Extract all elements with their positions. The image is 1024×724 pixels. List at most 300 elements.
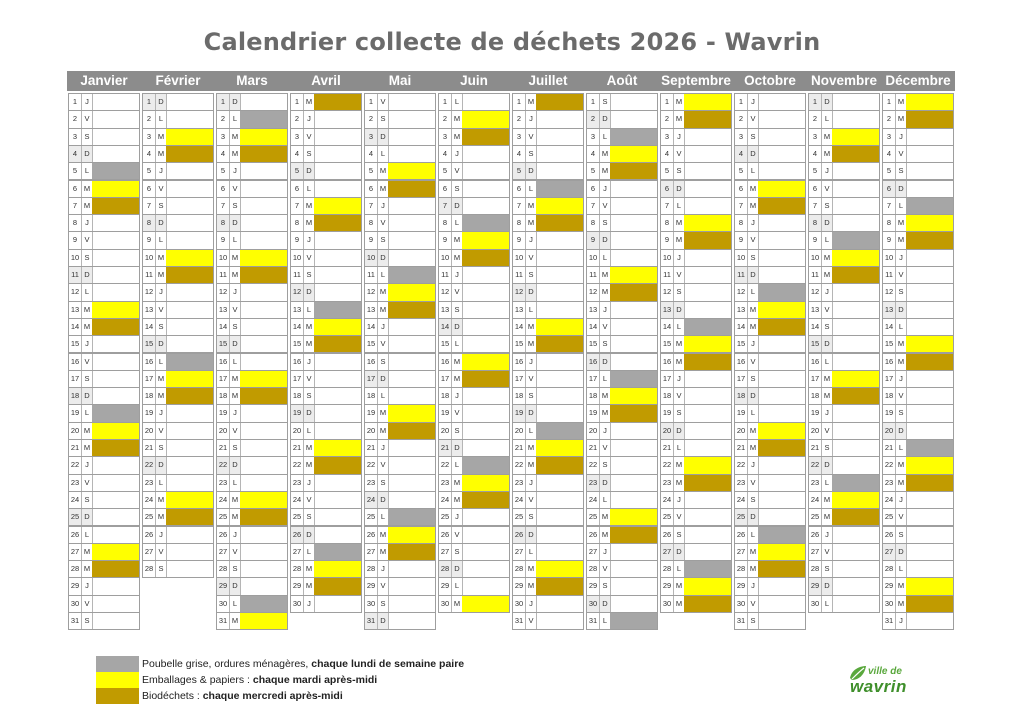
day-cell: [290, 508, 362, 526]
day-cell: [68, 404, 140, 422]
collection-fill: [832, 267, 879, 283]
collection-fill: [832, 146, 879, 162]
collection-fill: [388, 181, 435, 197]
weekday-letter: J: [821, 163, 833, 179]
day-number: 19: [440, 408, 450, 418]
day-number: 12: [662, 287, 672, 297]
day-cell: [216, 180, 288, 198]
weekday-letter: J: [303, 475, 315, 491]
day-number: 7: [294, 200, 300, 210]
weekday-letter: L: [599, 250, 611, 266]
day-number: 16: [292, 356, 302, 366]
collection-fill: [240, 336, 287, 352]
weekday-letter: L: [303, 302, 315, 318]
weekday-letter: J: [599, 181, 611, 197]
collection-fill: [832, 94, 879, 110]
collection-fill: [166, 181, 213, 197]
collection-fill: [758, 146, 805, 162]
collection-fill: [388, 561, 435, 577]
day-number: 21: [70, 443, 80, 452]
weekday-letter: M: [229, 613, 241, 629]
collection-fill: [536, 163, 583, 179]
collection-fill: [388, 94, 435, 110]
day-cell: [586, 543, 658, 561]
day-number: 12: [810, 287, 820, 297]
collection-fill: [758, 578, 805, 594]
day-number: 12: [291, 284, 303, 300]
collection-fill: [684, 267, 731, 283]
day-number: 2: [220, 114, 226, 124]
day-number: 23: [810, 477, 820, 487]
day-cell: [364, 353, 436, 371]
day-cell: [808, 543, 880, 561]
weekday-letter: M: [747, 319, 759, 335]
day-cell: [586, 422, 658, 440]
weekday-letter: L: [747, 527, 759, 543]
day-number: 26: [662, 529, 672, 539]
day-number: 15: [588, 339, 598, 349]
collection-fill: [832, 319, 879, 335]
collection-fill: [610, 129, 657, 145]
collection-fill: [166, 509, 213, 525]
day-cell: [68, 231, 140, 249]
weekday-letter: M: [673, 596, 685, 612]
weekday-letter: S: [525, 146, 537, 162]
day-cell: [216, 404, 288, 422]
month-header: Août: [585, 71, 659, 91]
day-number: 14: [514, 321, 524, 331]
day-cell: [882, 526, 954, 544]
day-cell: [586, 145, 658, 163]
collection-fill: [906, 302, 953, 318]
collection-fill: [462, 561, 509, 577]
day-cell: [660, 456, 732, 474]
collection-fill: [832, 163, 879, 179]
weekday-letter: J: [895, 129, 907, 145]
day-cell: [660, 231, 732, 249]
day-cell: [142, 301, 214, 319]
weekday-letter: D: [747, 146, 759, 162]
day-cell: [734, 370, 806, 388]
collection-fill: [388, 578, 435, 594]
collection-fill: [388, 250, 435, 266]
day-number: 17: [365, 371, 377, 387]
weekday-letter: V: [155, 544, 167, 560]
day-cell: [142, 508, 214, 526]
weekday-letter: J: [673, 492, 685, 508]
weekday-letter: S: [303, 146, 315, 162]
collection-fill: [388, 527, 435, 543]
collection-fill: [906, 94, 953, 110]
day-cell: [290, 335, 362, 353]
day-cell: [882, 93, 954, 111]
day-cell: [808, 266, 880, 284]
collection-fill: [462, 492, 509, 508]
weekday-letter: J: [155, 284, 167, 300]
collection-fill: [166, 129, 213, 145]
day-number: 29: [70, 581, 80, 591]
collection-fill: [832, 111, 879, 127]
collection-fill: [388, 129, 435, 145]
day-number: 21: [218, 443, 228, 452]
day-cell: [438, 353, 510, 371]
collection-fill: [166, 388, 213, 404]
day-number: 8: [809, 215, 821, 231]
day-number: 15: [70, 339, 80, 349]
weekday-letter: D: [821, 578, 833, 594]
month-header: Septembre: [659, 71, 733, 91]
weekday-letter: M: [377, 181, 389, 197]
day-cell: [734, 491, 806, 509]
weekday-letter: J: [821, 284, 833, 300]
collection-fill: [166, 457, 213, 473]
collection-fill: [906, 267, 953, 283]
weekday-letter: M: [747, 423, 759, 439]
day-number: 8: [143, 215, 155, 231]
day-cell: [142, 266, 214, 284]
day-number: 22: [514, 460, 524, 470]
weekday-letter: M: [155, 129, 167, 145]
day-cell: [290, 318, 362, 336]
weekday-letter: M: [229, 388, 241, 404]
day-number: 19: [70, 408, 80, 418]
day-number: 1: [590, 97, 596, 106]
day-number: 19: [588, 408, 598, 418]
collection-fill: [536, 423, 583, 439]
weekday-letter: M: [81, 302, 93, 318]
weekday-letter: D: [821, 94, 833, 110]
day-cell: [882, 128, 954, 146]
day-number: 8: [590, 218, 596, 228]
weekday-letter: M: [451, 475, 463, 491]
weekday-letter: D: [673, 544, 685, 560]
weekday-letter: M: [747, 561, 759, 577]
day-cell: [216, 110, 288, 128]
collection-fill: [536, 111, 583, 127]
day-cell: [438, 283, 510, 301]
day-cell: [660, 370, 732, 388]
weekday-letter: J: [673, 250, 685, 266]
collection-fill: [758, 267, 805, 283]
day-number: 11: [811, 270, 819, 279]
day-number: 26: [810, 529, 820, 539]
day-number: 30: [440, 598, 450, 608]
collection-fill: [166, 527, 213, 543]
day-number: 6: [661, 181, 673, 197]
day-cell: [290, 180, 362, 198]
weekday-letter: S: [451, 181, 463, 197]
day-number: 25: [218, 512, 228, 522]
day-number: 14: [884, 321, 894, 331]
collection-fill: [610, 302, 657, 318]
collection-fill: [166, 215, 213, 231]
day-number: 29: [736, 581, 746, 591]
day-cell: [586, 387, 658, 405]
weekday-letter: D: [821, 336, 833, 352]
collection-fill: [92, 544, 139, 560]
day-cell: [438, 577, 510, 595]
collection-fill: [906, 613, 953, 629]
day-cell: [216, 128, 288, 146]
day-cell: [216, 577, 288, 595]
day-cell: [586, 180, 658, 198]
weekday-letter: M: [377, 544, 389, 560]
day-number: 21: [810, 443, 820, 452]
weekday-letter: S: [747, 371, 759, 387]
weekday-letter: D: [81, 388, 93, 404]
collection-fill: [314, 215, 361, 231]
weekday-letter: J: [303, 354, 315, 370]
month-header: Mai: [363, 71, 437, 91]
day-number: 30: [366, 598, 376, 608]
day-number: 26: [588, 529, 598, 539]
collection-fill: [832, 440, 879, 456]
weekday-letter: M: [229, 509, 241, 525]
weekday-letter: D: [377, 371, 389, 387]
day-cell: [512, 128, 584, 146]
weekday-letter: M: [451, 250, 463, 266]
day-cell: [586, 249, 658, 267]
day-cell: [882, 491, 954, 509]
day-number: 9: [587, 232, 599, 248]
day-number: 10: [514, 252, 524, 262]
weekday-letter: L: [673, 198, 685, 214]
collection-fill: [388, 163, 435, 179]
day-cell: [438, 474, 510, 492]
day-cell: [808, 128, 880, 146]
collection-fill: [684, 336, 731, 352]
day-cell: [364, 266, 436, 284]
day-cell: [290, 370, 362, 388]
weekday-letter: S: [895, 527, 907, 543]
weekday-letter: D: [673, 423, 685, 439]
weekday-letter: L: [229, 354, 241, 370]
day-cell: [364, 249, 436, 267]
collection-fill: [166, 94, 213, 110]
day-number: 1: [664, 97, 670, 106]
day-cell: [586, 491, 658, 509]
day-number: 3: [664, 131, 670, 141]
collection-fill: [462, 475, 509, 491]
weekday-letter: M: [895, 596, 907, 612]
day-number: 25: [514, 512, 524, 522]
day-cell: [68, 370, 140, 388]
day-cell: [216, 508, 288, 526]
collection-fill: [92, 527, 139, 543]
weekday-letter: D: [599, 475, 611, 491]
day-cell: [808, 110, 880, 128]
collection-fill: [92, 457, 139, 473]
day-cell: [512, 474, 584, 492]
day-cell: [290, 387, 362, 405]
collection-fill: [92, 232, 139, 248]
day-number: 2: [587, 111, 599, 127]
weekday-letter: J: [747, 578, 759, 594]
day-cell: [68, 526, 140, 544]
day-cell: [290, 162, 362, 180]
weekday-letter: S: [377, 232, 389, 248]
collection-fill: [314, 405, 361, 421]
collection-fill: [166, 475, 213, 491]
day-number: 13: [70, 304, 80, 314]
day-cell: [142, 93, 214, 111]
day-number: 16: [144, 356, 154, 366]
weekday-letter: D: [81, 146, 93, 162]
day-number: 22: [366, 460, 376, 470]
day-number: 22: [662, 460, 672, 470]
weekday-letter: D: [821, 457, 833, 473]
day-cell: [364, 474, 436, 492]
day-number: 4: [146, 148, 152, 158]
collection-fill: [684, 146, 731, 162]
collection-fill: [314, 492, 361, 508]
day-number: 3: [220, 131, 226, 141]
day-cell: [512, 491, 584, 509]
weekday-letter: V: [525, 492, 537, 508]
day-number: 28: [366, 564, 376, 574]
day-number: 31: [218, 616, 228, 625]
weekday-letter: L: [525, 302, 537, 318]
day-cell: [808, 214, 880, 232]
collection-fill: [832, 284, 879, 300]
collection-fill: [92, 146, 139, 162]
collection-fill: [314, 319, 361, 335]
weekday-letter: L: [451, 215, 463, 231]
collection-fill: [240, 94, 287, 110]
day-number: 10: [365, 250, 377, 266]
collection-fill: [536, 94, 583, 110]
day-cell: [660, 335, 732, 353]
day-cell: [660, 197, 732, 215]
collection-fill: [906, 527, 953, 543]
weekday-letter: L: [303, 423, 315, 439]
day-number: 10: [810, 252, 820, 262]
weekday-letter: M: [895, 215, 907, 231]
collection-fill: [758, 215, 805, 231]
day-number: 21: [439, 440, 451, 456]
day-cell: [68, 439, 140, 457]
collection-fill: [92, 198, 139, 214]
day-number: 15: [809, 336, 821, 352]
day-cell: [290, 145, 362, 163]
weekday-letter: V: [451, 527, 463, 543]
day-number: 13: [440, 304, 450, 314]
day-cell: [660, 110, 732, 128]
day-cell: [142, 180, 214, 198]
day-number: 22: [809, 457, 821, 473]
day-cell: [586, 474, 658, 492]
day-cell: [290, 595, 362, 613]
day-number: 23: [292, 477, 302, 487]
collection-fill: [758, 302, 805, 318]
weekday-letter: V: [303, 371, 315, 387]
day-cell: [68, 197, 140, 215]
weekday-letter: J: [81, 94, 93, 110]
collection-fill: [314, 596, 361, 612]
day-number: 11: [589, 270, 597, 279]
day-number: 19: [810, 408, 820, 418]
weekday-letter: D: [525, 405, 537, 421]
weekday-letter: V: [451, 284, 463, 300]
collection-fill: [684, 457, 731, 473]
weekday-letter: M: [747, 544, 759, 560]
day-cell: [882, 404, 954, 422]
day-number: 13: [514, 304, 524, 314]
day-number: 1: [442, 97, 448, 106]
day-cell: [216, 526, 288, 544]
day-cell: [586, 595, 658, 613]
day-cell: [68, 422, 140, 440]
collection-fill: [462, 215, 509, 231]
collection-fill: [610, 440, 657, 456]
weekday-letter: S: [451, 544, 463, 560]
collection-fill: [684, 509, 731, 525]
day-cell: [586, 110, 658, 128]
day-number: 6: [883, 181, 895, 197]
day-number: 29: [366, 581, 376, 591]
day-cell: [734, 301, 806, 319]
collection-fill: [684, 94, 731, 110]
day-number: 20: [661, 423, 673, 439]
day-cell: [68, 335, 140, 353]
weekday-letter: S: [377, 354, 389, 370]
day-cell: [660, 128, 732, 146]
collection-fill: [610, 578, 657, 594]
day-number: 2: [886, 114, 892, 124]
weekday-letter: D: [377, 492, 389, 508]
day-number: 31: [588, 616, 598, 625]
collection-fill: [758, 561, 805, 577]
day-number: 30: [662, 598, 672, 608]
weekday-letter: V: [821, 423, 833, 439]
day-cell: [882, 180, 954, 198]
day-cell: [142, 543, 214, 561]
day-cell: [364, 180, 436, 198]
day-cell: [734, 231, 806, 249]
day-cell: [68, 577, 140, 595]
day-number: 4: [516, 148, 522, 158]
day-number: 17: [144, 373, 154, 383]
day-number: 8: [294, 218, 300, 228]
collection-fill: [314, 388, 361, 404]
day-cell: [512, 231, 584, 249]
collection-fill: [388, 509, 435, 525]
collection-fill: [906, 181, 953, 197]
weekday-letter: V: [81, 232, 93, 248]
day-number: 11: [441, 270, 449, 279]
day-cell: [882, 422, 954, 440]
weekday-letter: S: [895, 284, 907, 300]
collection-fill: [832, 129, 879, 145]
day-number: 26: [218, 529, 228, 539]
day-cell: [586, 404, 658, 422]
day-cell: [660, 249, 732, 267]
day-cell: [364, 612, 436, 630]
collection-fill: [832, 198, 879, 214]
collection-fill: [240, 613, 287, 629]
weekday-letter: M: [895, 457, 907, 473]
day-cell: [290, 491, 362, 509]
day-number: 9: [294, 235, 300, 245]
day-cell: [882, 335, 954, 353]
day-number: 14: [588, 321, 598, 331]
weekday-letter: J: [81, 336, 93, 352]
day-cell: [438, 595, 510, 613]
legend-swatch-emballages: [96, 672, 139, 688]
weekday-letter: V: [747, 111, 759, 127]
day-number: 9: [738, 235, 744, 245]
weekday-letter: L: [451, 336, 463, 352]
